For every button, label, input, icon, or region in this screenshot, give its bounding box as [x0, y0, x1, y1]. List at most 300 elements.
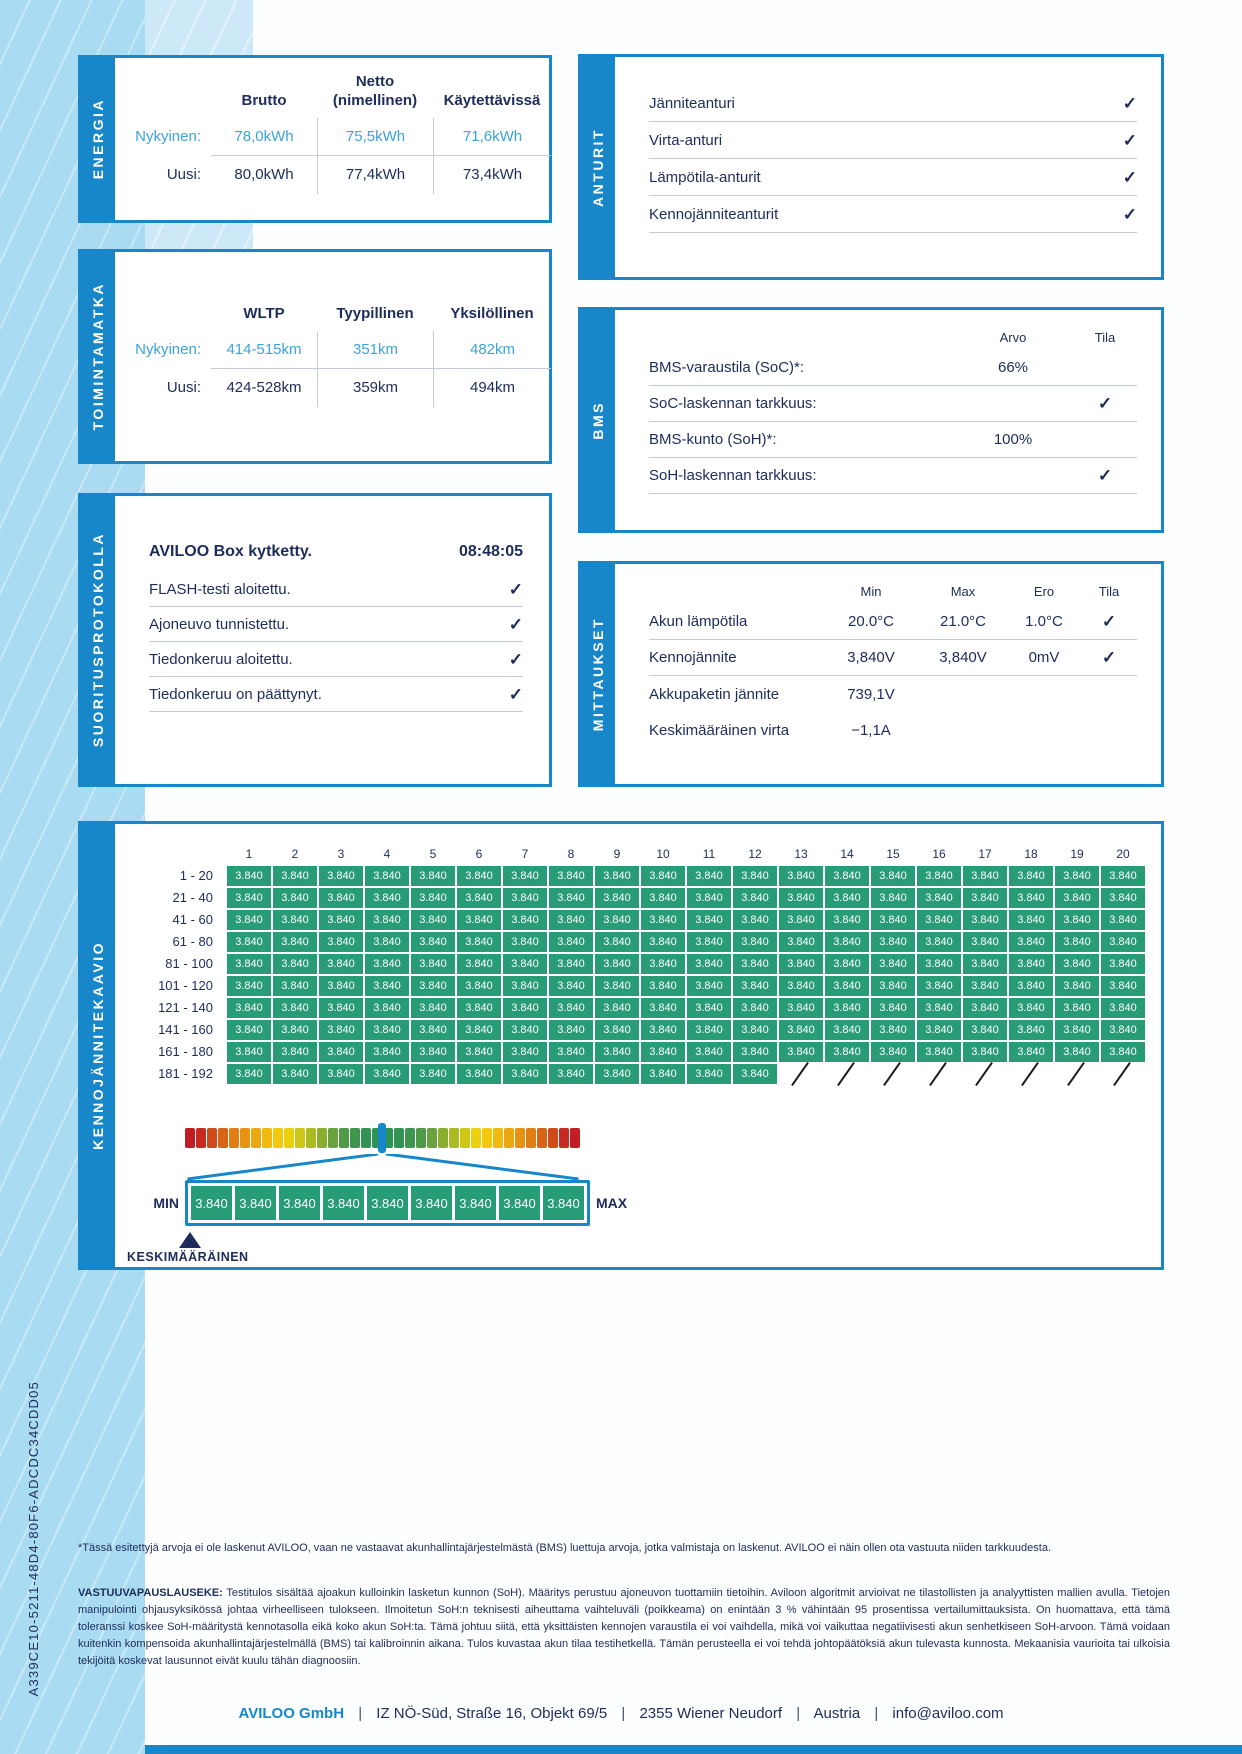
- voltage-cell: 3.840: [549, 932, 593, 952]
- row-label-new: Uusi:: [166, 379, 201, 396]
- gradient-segment: [515, 1128, 525, 1148]
- check-icon: ✓: [1101, 648, 1117, 667]
- measurements-header-row: [649, 578, 1137, 604]
- separator: |: [874, 1705, 879, 1722]
- address-city: 2355 Wiener Neudorf: [639, 1705, 783, 1722]
- sensors-tab-label: ANTURIT: [590, 127, 606, 207]
- voltage-cell: 3.840: [871, 932, 915, 952]
- range-table: [115, 252, 549, 407]
- value-cell: 77,4kWh: [317, 156, 433, 194]
- voltage-cell: 3.840: [549, 910, 593, 930]
- check-icon: ✓: [1122, 130, 1137, 150]
- col-header-min: Min: [860, 583, 882, 599]
- voltage-cell: 3.840: [549, 954, 593, 974]
- voltage-cell: 3.840: [687, 1020, 731, 1040]
- gradient-segment: [328, 1128, 338, 1148]
- voltage-cell: 3.840: [595, 1020, 639, 1040]
- empty-cell-slash-icon: [963, 1064, 1007, 1084]
- grid-col-header: 9: [613, 847, 621, 861]
- check-icon: ✓: [508, 649, 523, 669]
- voltage-cell: 3.840: [1101, 866, 1145, 886]
- disclaimer-body: Testitulos sisältää ajoakun kulloinkin lasketun kunnon (SoH). Määritys perustuu ajoneuvon tuottamiin tietoihin. Aviloon algoritmit arvioivat ne tilastollisten ja analyyttisten mallien avulla. Tietojen manipulointi ohjausyksikössä johtaa virheelliseen tulokseen. Ilmoitetun SoH:n teknisesti aiheuttama vaihteluväli (poikkeama) on enintään 3 % vähintään 95 prosentissa vertailumittauksista. On huomattava, että tämä toleranssi koskee SoH-määritystä kennotasolla eikä koko akun SoH:ta. Tämä johtuu siitä, että yksittäisten kennojen varaustila ei voi vaihdella, mikä voi vaikuttaa negatiivisesti akun senhetkiseen SoH-arvoon. Tämä voidaan kuitenkin kompensoida akunhallintajärjestelmällä (BMS) tai kalibroinnin aikana. Tulos kuvastaa akun tilaa testihetkellä. Tämän perusteella ei voi tehdä johtopäätöksiä akun tulevasta kunnosta. Mekaanisia vaurioita tai ulkoisia tekijöitä koskevat lausunnot eivät kuulu tähän diagnoosiin.: [78, 1587, 1170, 1668]
- voltage-cell: 3.840: [319, 1020, 363, 1040]
- voltage-cell: 3.840: [227, 910, 271, 930]
- gradient-segment: [416, 1128, 426, 1148]
- voltage-cell: 3.840: [825, 998, 869, 1018]
- voltage-cell: 3.840: [641, 1020, 685, 1040]
- gradient-segment: [394, 1128, 404, 1148]
- voltage-cell: 3.840: [411, 1042, 455, 1062]
- voltage-cell: 3.840: [365, 866, 409, 886]
- voltage-cell: 3.840: [687, 932, 731, 952]
- voltage-cell: 3.840: [779, 910, 823, 930]
- bms-tab: [581, 310, 615, 530]
- measurement-row: [649, 640, 1137, 676]
- voltage-cell: 3.840: [365, 1020, 409, 1040]
- voltage-cell: 3.840: [825, 954, 869, 974]
- energy-section: [78, 55, 552, 223]
- cell-voltage-section: [78, 821, 1164, 1270]
- voltage-cell: 3.840: [1101, 976, 1145, 996]
- voltage-cell: 3.840: [411, 910, 455, 930]
- measurement-max: 21.0°C: [939, 613, 987, 630]
- zoom-cell: 3.840: [543, 1186, 584, 1220]
- value-cell: 71,6kWh: [433, 118, 551, 156]
- max-label: MAX: [596, 1195, 628, 1211]
- voltage-cell: 3.840: [595, 932, 639, 952]
- check-icon: ✓: [508, 614, 523, 634]
- measurement-diff: 0mV: [1028, 649, 1060, 666]
- voltage-cell: 3.840: [733, 932, 777, 952]
- voltage-cell: 3.840: [365, 976, 409, 996]
- gradient-segment: [559, 1128, 569, 1148]
- voltage-cell: 3.840: [779, 954, 823, 974]
- gradient-segment: [504, 1128, 514, 1148]
- voltage-cell: 3.840: [411, 1064, 455, 1084]
- check-icon: ✓: [508, 684, 523, 704]
- voltage-cell: 3.840: [963, 888, 1007, 908]
- voltage-cell: 3.840: [733, 910, 777, 930]
- voltage-cell: 3.840: [457, 932, 501, 952]
- measurement-label: Keskimääräinen virta: [649, 721, 790, 739]
- voltage-cell: 3.840: [503, 976, 547, 996]
- voltage-cell: 3.840: [917, 954, 961, 974]
- zoom-cell: 3.840: [279, 1186, 320, 1220]
- gradient-segment: [570, 1128, 580, 1148]
- voltage-cell: 3.840: [227, 954, 271, 974]
- voltage-cell: 3.840: [319, 976, 363, 996]
- gradient-segment: [306, 1128, 316, 1148]
- grid-col-header: 7: [521, 847, 529, 861]
- table-col-header: Yksilöllinen: [450, 305, 534, 322]
- check-icon: ✓: [508, 579, 523, 599]
- voltage-cell: 3.840: [365, 1064, 409, 1084]
- measurement-row: [649, 712, 1137, 748]
- sensor-label: Virta-anturi: [649, 131, 723, 149]
- empty-cell-slash-icon: [1055, 1064, 1099, 1084]
- voltage-cell: 3.840: [227, 1020, 271, 1040]
- range-tab: [81, 252, 115, 461]
- voltage-cell: 3.840: [1009, 1042, 1053, 1062]
- voltage-cell: 3.840: [733, 888, 777, 908]
- voltage-cell: 3.840: [963, 910, 1007, 930]
- measurement-label: Akkupaketin jännite: [649, 685, 780, 703]
- bms-row: [649, 386, 1137, 422]
- voltage-cell: 3.840: [733, 998, 777, 1018]
- empty-cell-slash-icon: [1101, 1064, 1145, 1084]
- voltage-cell: 3.840: [1101, 932, 1145, 952]
- grid-row-label: 141 - 160: [158, 1022, 213, 1037]
- report-id-vertical: A339CE10-5211-48D4-80F6-ADCDC34CDD05: [26, 1380, 41, 1696]
- protocol-item-label: Ajoneuvo tunnistettu.: [149, 615, 290, 633]
- measurement-min: 3,840V: [847, 649, 895, 666]
- voltage-cell: 3.840: [319, 888, 363, 908]
- voltage-cell: 3.840: [871, 976, 915, 996]
- voltage-cell: 3.840: [457, 976, 501, 996]
- voltage-cell: 3.840: [733, 976, 777, 996]
- range-section: [78, 249, 552, 464]
- voltage-cell: 3.840: [917, 998, 961, 1018]
- bms-section: [578, 307, 1164, 533]
- voltage-cell: 3.840: [457, 866, 501, 886]
- voltage-cell: 3.840: [825, 866, 869, 886]
- grid-row-label: 21 - 40: [172, 890, 213, 905]
- grid-row-label: 1 - 20: [179, 868, 213, 883]
- sensor-label: Lämpötila-anturit: [649, 168, 761, 186]
- empty-cell-slash-icon: [917, 1064, 961, 1084]
- voltage-cell: 3.840: [273, 998, 317, 1018]
- voltage-cell: 3.840: [1009, 998, 1053, 1018]
- protocol-item-label: FLASH-testi aloitettu.: [149, 580, 291, 598]
- voltage-cell: 3.840: [871, 866, 915, 886]
- gradient-segment: [526, 1128, 536, 1148]
- voltage-cell: 3.840: [1009, 888, 1053, 908]
- sensors-tab: [581, 57, 615, 277]
- voltage-cell: 3.840: [779, 1042, 823, 1062]
- voltage-cell: 3.840: [871, 1020, 915, 1040]
- voltage-cell: 3.840: [227, 932, 271, 952]
- voltage-cell: 3.840: [457, 1042, 501, 1062]
- table-col-header: Netto (nimellinen): [332, 73, 418, 109]
- empty-cell-slash-icon: [779, 1064, 823, 1084]
- voltage-cell: 3.840: [917, 932, 961, 952]
- bms-row-label: BMS-varaustila (SoC)*:: [649, 359, 805, 376]
- voltage-cell: 3.840: [503, 1020, 547, 1040]
- voltage-cell: 3.840: [1055, 866, 1099, 886]
- voltage-cell: 3.840: [779, 1020, 823, 1040]
- sensor-row: [649, 122, 1137, 159]
- voltage-cell: 3.840: [457, 998, 501, 1018]
- voltage-cell: 3.840: [365, 910, 409, 930]
- voltage-cell: 3.840: [365, 954, 409, 974]
- gradient-segment: [427, 1128, 437, 1148]
- voltage-cell: 3.840: [687, 910, 731, 930]
- separator: |: [358, 1705, 363, 1722]
- grid-corner: [139, 844, 225, 864]
- grid-row-label: 161 - 180: [158, 1044, 213, 1059]
- voltage-cell: 3.840: [1055, 1020, 1099, 1040]
- check-icon: ✓: [1122, 204, 1137, 224]
- voltage-cell: 3.840: [733, 1064, 777, 1084]
- voltage-cell: 3.840: [1009, 976, 1053, 996]
- voltage-cell: 3.840: [687, 976, 731, 996]
- voltage-cell: 3.840: [1055, 932, 1099, 952]
- voltage-cell: 3.840: [963, 866, 1007, 886]
- voltage-cell: 3.840: [963, 954, 1007, 974]
- value-cell: 73,4kWh: [433, 156, 551, 194]
- gradient-segment: [185, 1128, 195, 1148]
- energy-table: [115, 58, 549, 194]
- voltage-cell: 3.840: [1101, 888, 1145, 908]
- gradient-segment: [405, 1128, 415, 1148]
- voltage-cell: 3.840: [319, 1042, 363, 1062]
- check-icon: ✓: [1122, 93, 1137, 113]
- value-cell: 351km: [317, 331, 433, 369]
- voltage-cell: 3.840: [687, 1042, 731, 1062]
- gradient-segment: [350, 1128, 360, 1148]
- protocol-item-label: Tiedonkeruu on päättynyt.: [149, 685, 322, 703]
- gradient-segment: [482, 1128, 492, 1148]
- voltage-cell: 3.840: [641, 954, 685, 974]
- check-icon: ✓: [1122, 167, 1137, 187]
- gradient-segment: [196, 1128, 206, 1148]
- min-label: MIN: [153, 1195, 179, 1211]
- voltage-cell: 3.840: [595, 910, 639, 930]
- protocol-timestamp: 08:48:05: [458, 543, 523, 560]
- voltage-cell: 3.840: [503, 954, 547, 974]
- voltage-cell: 3.840: [503, 932, 547, 952]
- voltage-cell: 3.840: [1101, 1020, 1145, 1040]
- gradient-segment: [493, 1128, 503, 1148]
- protocol-tab-label: SUORITUSPROTOKOLLA: [90, 532, 106, 748]
- voltage-cell: 3.840: [595, 954, 639, 974]
- voltage-cell: 3.840: [365, 998, 409, 1018]
- voltage-cell: 3.840: [1009, 910, 1053, 930]
- voltage-cell: 3.840: [687, 1064, 731, 1084]
- voltage-cell: 3.840: [503, 998, 547, 1018]
- voltage-cell: 3.840: [1009, 932, 1053, 952]
- bms-row: [649, 350, 1137, 386]
- grid-col-header: 17: [978, 847, 992, 861]
- protocol-box-connected-label: AVILOO Box kytketty.: [149, 543, 312, 560]
- separator: |: [796, 1705, 801, 1722]
- grid-row-label: 41 - 60: [172, 912, 213, 927]
- zoom-cell: 3.840: [235, 1186, 276, 1220]
- empty-cell-slash-icon: [825, 1064, 869, 1084]
- grid-row-label: 81 - 100: [165, 956, 213, 971]
- protocol-row: [149, 642, 523, 677]
- voltage-cell: 3.840: [963, 976, 1007, 996]
- voltage-cell: 3.840: [917, 888, 961, 908]
- voltage-cell: 3.840: [549, 998, 593, 1018]
- grid-col-header: 18: [1024, 847, 1038, 861]
- empty-cell-slash-icon: [871, 1064, 915, 1084]
- voltage-cell: 3.840: [917, 910, 961, 930]
- voltage-cell: 3.840: [457, 888, 501, 908]
- voltage-cell: 3.840: [963, 1020, 1007, 1040]
- zoom-cell: 3.840: [499, 1186, 540, 1220]
- grid-row-label: 61 - 80: [172, 934, 213, 949]
- voltage-cell: 3.840: [641, 1064, 685, 1084]
- voltage-cell: 3.840: [825, 932, 869, 952]
- voltage-cell: 3.840: [503, 1064, 547, 1084]
- gradient-segment: [460, 1128, 470, 1148]
- voltage-cell: 3.840: [825, 888, 869, 908]
- voltage-cell: 3.840: [1055, 1042, 1099, 1062]
- value-cell: 359km: [317, 369, 433, 407]
- contact-email: info@aviloo.com: [892, 1705, 1004, 1722]
- separator: |: [621, 1705, 626, 1722]
- voltage-cell: 3.840: [365, 888, 409, 908]
- grid-col-header: 6: [475, 847, 483, 861]
- voltage-cell: 3.840: [687, 954, 731, 974]
- voltage-cell: 3.840: [917, 866, 961, 886]
- voltage-cell: 3.840: [687, 998, 731, 1018]
- voltage-cell: 3.840: [227, 976, 271, 996]
- grid-col-header: 3: [337, 847, 345, 861]
- voltage-cell: 3.840: [733, 954, 777, 974]
- empty-cell-slash-icon: [1009, 1064, 1053, 1084]
- voltage-cell: 3.840: [273, 1064, 317, 1084]
- col-header-diff: Ero: [1033, 583, 1055, 599]
- voltage-cell: 3.840: [825, 1042, 869, 1062]
- average-label: KESKIMÄÄRÄINEN: [127, 1250, 249, 1264]
- col-header-value: Arvo: [999, 329, 1027, 345]
- bms-row-value: 100%: [993, 431, 1033, 448]
- grid-col-header: 15: [886, 847, 900, 861]
- voltage-cell: 3.840: [411, 932, 455, 952]
- voltage-cell: 3.840: [1101, 1042, 1145, 1062]
- voltage-cell: 3.840: [549, 1042, 593, 1062]
- bms-tab-label: BMS: [590, 400, 606, 440]
- measurements-tab-label: MITTAUKSET: [590, 616, 606, 732]
- voltage-cell: 3.840: [825, 910, 869, 930]
- voltage-cell: 3.840: [641, 1042, 685, 1062]
- gradient-segment: [251, 1128, 261, 1148]
- gradient-segment: [317, 1128, 327, 1148]
- measurement-row: [649, 676, 1137, 712]
- voltage-cell: 3.840: [457, 954, 501, 974]
- protocol-header-row: [149, 532, 523, 572]
- voltage-cell: 3.840: [319, 932, 363, 952]
- row-label-current: Nykyinen:: [135, 341, 201, 358]
- voltage-cell: 3.840: [273, 888, 317, 908]
- bms-row-label: SoC-laskennan tarkkuus:: [649, 395, 817, 412]
- voltage-cell: 3.840: [871, 998, 915, 1018]
- sensor-row: [649, 85, 1137, 122]
- voltage-cell: 3.840: [963, 998, 1007, 1018]
- gradient-segment: [438, 1128, 448, 1148]
- voltage-cell: 3.840: [687, 866, 731, 886]
- bms-row: [649, 422, 1137, 458]
- disclaimer: [78, 1585, 1170, 1670]
- voltage-cell: 3.840: [273, 954, 317, 974]
- table-col-header: Brutto: [241, 92, 287, 109]
- voltage-cell: 3.840: [273, 932, 317, 952]
- voltage-cell: 3.840: [641, 888, 685, 908]
- voltage-cell: 3.840: [1055, 954, 1099, 974]
- voltage-cell: 3.840: [779, 932, 823, 952]
- voltage-cell: 3.840: [273, 976, 317, 996]
- table-col-header: Tyypillinen: [336, 305, 414, 322]
- voltage-cell: 3.840: [319, 910, 363, 930]
- voltage-cell: 3.840: [1009, 1020, 1053, 1040]
- protocol-tab: [81, 496, 115, 784]
- voltage-cell: 3.840: [549, 866, 593, 886]
- voltage-cell: 3.840: [411, 1020, 455, 1040]
- grid-col-header: 4: [383, 847, 391, 861]
- voltage-cell: 3.840: [273, 910, 317, 930]
- grid-row-label: 181 - 192: [158, 1066, 213, 1081]
- footnote: *Tässä esitettyjä arvoja ei ole laskenut AVILOO, vaan ne vastaavat akunhallintajärjestelmästä (BMS) luettuja arvoja, jotka valmistaja on laskenut. AVILOO ei näin ollen ota vastuuta niiden tarkkuudesta.: [78, 1542, 1052, 1554]
- check-icon: ✓: [1097, 394, 1113, 413]
- voltage-cell: 3.840: [1055, 976, 1099, 996]
- voltage-cell: 3.840: [1055, 910, 1099, 930]
- grid-col-header: 8: [567, 847, 575, 861]
- voltage-cell: 3.840: [503, 1042, 547, 1062]
- measurement-label: Akun lämpötila: [649, 613, 748, 630]
- protocol-row: [149, 607, 523, 642]
- voltage-cell: 3.840: [779, 866, 823, 886]
- voltage-cell: 3.840: [1055, 888, 1099, 908]
- gradient-segment: [229, 1128, 239, 1148]
- grid-col-header: 13: [794, 847, 808, 861]
- voltage-cell: 3.840: [411, 998, 455, 1018]
- measurement-diff: 1.0°C: [1025, 613, 1063, 630]
- measurement-row: [649, 604, 1137, 640]
- value-cell: 75,5kWh: [317, 118, 433, 156]
- company-name: AVILOO GmbH: [238, 1705, 345, 1722]
- zoom-cell: 3.840: [323, 1186, 364, 1220]
- voltage-cell: 3.840: [319, 954, 363, 974]
- measurement-min: 739,1V: [847, 685, 895, 703]
- voltage-cell: 3.840: [641, 910, 685, 930]
- voltage-cell: 3.840: [1101, 954, 1145, 974]
- voltage-cell: 3.840: [733, 1020, 777, 1040]
- voltage-cell: 3.840: [963, 932, 1007, 952]
- grid-col-header: 2: [291, 847, 299, 861]
- voltage-cell: 3.840: [779, 998, 823, 1018]
- voltage-cell: 3.840: [319, 998, 363, 1018]
- protocol-section: [78, 493, 552, 787]
- voltage-cell: 3.840: [1101, 998, 1145, 1018]
- voltage-cell: 3.840: [871, 954, 915, 974]
- voltage-cell: 3.840: [825, 1020, 869, 1040]
- protocol-item-label: Tiedonkeruu aloitettu.: [149, 650, 293, 668]
- sensor-row: [649, 159, 1137, 196]
- voltage-cell: 3.840: [411, 866, 455, 886]
- gradient-segment: [273, 1128, 283, 1148]
- gradient-segment: [218, 1128, 228, 1148]
- voltage-cell: 3.840: [917, 1042, 961, 1062]
- voltage-cell: 3.840: [871, 888, 915, 908]
- gradient-segment: [471, 1128, 481, 1148]
- voltage-cell: 3.840: [871, 1042, 915, 1062]
- voltage-cell: 3.840: [641, 866, 685, 886]
- bms-row-label: BMS-kunto (SoH)*:: [649, 431, 777, 448]
- grid-col-header: 11: [702, 847, 716, 861]
- voltage-cell: 3.840: [733, 1042, 777, 1062]
- check-icon: ✓: [1097, 466, 1113, 485]
- measurement-min: −1,1A: [851, 721, 891, 739]
- sensors-section: [578, 54, 1164, 280]
- voltage-cell: 3.840: [641, 932, 685, 952]
- grid-col-header: 12: [748, 847, 762, 861]
- average-pointer-icon: [179, 1232, 201, 1248]
- range-tab-label: TOIMINTAMATKA: [90, 282, 106, 431]
- gradient-segment: [295, 1128, 305, 1148]
- voltage-cell: 3.840: [595, 888, 639, 908]
